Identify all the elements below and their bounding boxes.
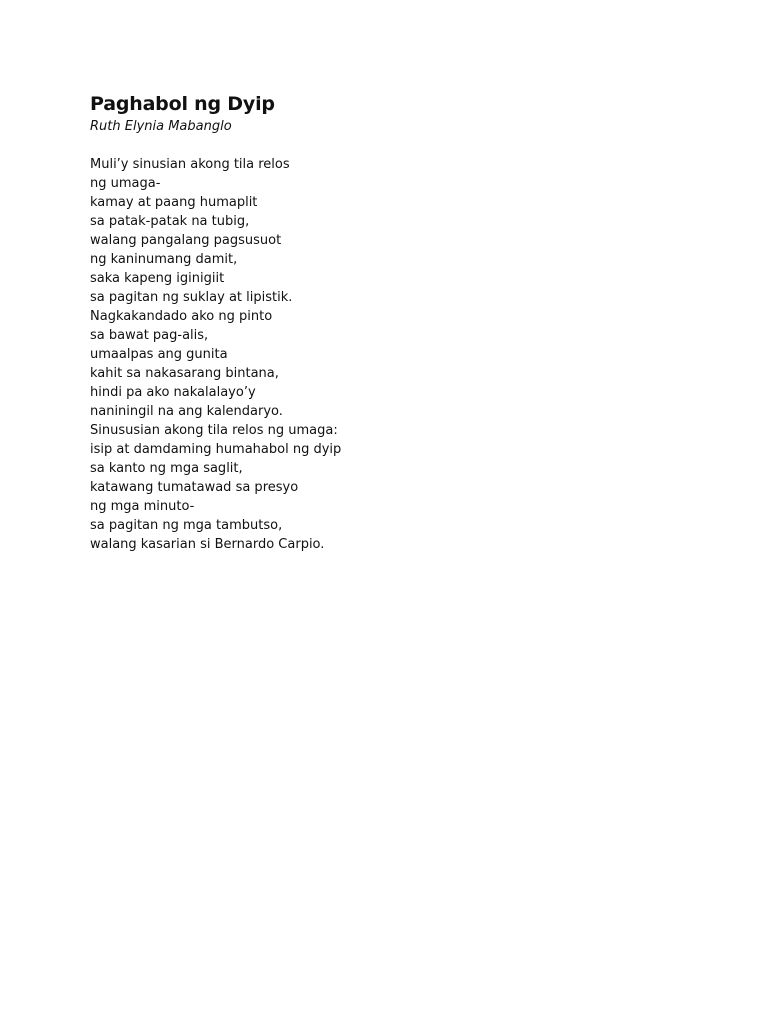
poem-line: Sinususian akong tila relos ng umaga: — [90, 423, 338, 438]
poem-line: ng kaninumang damit, — [90, 252, 238, 267]
poem-line: Nagkakandado ako ng pinto — [90, 309, 273, 324]
poem-line: hindi pa ako nakalalayo’y — [90, 385, 256, 400]
poem-line: isip at damdaming humahabol ng dyip — [90, 442, 342, 457]
poem-line: naniningil na ang kalendaryo. — [90, 404, 283, 419]
poem-line: sa bawat pag-alis, — [90, 328, 209, 343]
poem-line: umaalpas ang gunita — [90, 347, 228, 362]
poem-line: ng umaga- — [90, 176, 161, 191]
poem-line: kamay at paang humaplit — [90, 195, 258, 210]
poem-line: kahit sa nakasarang bintana, — [90, 366, 279, 381]
poem — [90, 92, 690, 554]
poem-line: katawang tumatawad sa presyo — [90, 480, 299, 495]
poem-line: saka kapeng iginigiit — [90, 271, 225, 286]
poem-line: walang kasarian si Bernardo Carpio. — [90, 537, 325, 552]
poem-line: sa pagitan ng suklay at lipistik. — [90, 290, 293, 305]
poem-line: walang pangalang pagsusuot — [90, 233, 282, 248]
poem-title: Paghabol ng Dyip — [90, 93, 275, 115]
poem-lines — [90, 155, 690, 554]
poem-line: sa patak-patak na tubig, — [90, 214, 250, 229]
poem-line: sa kanto ng mga saglit, — [90, 461, 243, 476]
poem-line: sa pagitan ng mga tambutso, — [90, 518, 283, 533]
poem-author: Ruth Elynia Mabanglo — [90, 119, 232, 134]
poem-line: ng mga minuto- — [90, 499, 195, 514]
poem-line: Muli’y sinusian akong tila relos — [90, 157, 290, 172]
